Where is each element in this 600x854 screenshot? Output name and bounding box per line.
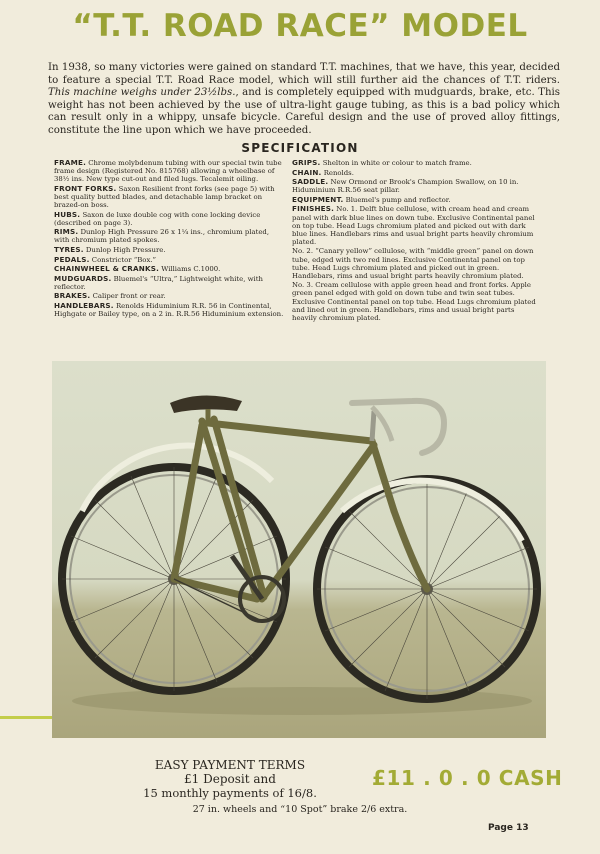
spec-text: Bluemel's “Ultra,” Lightweight white, with reflector. (54, 274, 263, 291)
payment-deposit: £1 Deposit and (184, 772, 276, 786)
intro-weight-claim: This machine weighs under 23½lbs. (48, 87, 236, 99)
spec-text: Dunlop High Pressure. (85, 245, 166, 254)
spec-key: EQUIPMENT. (292, 194, 344, 204)
spec-item (292, 169, 540, 177)
spec-key: GRIPS. (292, 158, 321, 167)
spec-item (54, 185, 286, 209)
spec-text: Williams C.1000. (161, 265, 221, 274)
spec-item (54, 246, 286, 254)
spec-item (54, 302, 286, 318)
frame (174, 419, 427, 599)
spec-text: Chrome molybdenum tubing with our special twin tube frame design (Registered No. 815768) allowing a wheelbase of 38½ ins. New type cut-out and filed lugs. Tecalemit oiling. (54, 159, 282, 184)
extras-note: 27 in. wheels and “10 Spot” brake 2/6 extra. (192, 804, 408, 815)
spec-key: SADDLE. (292, 177, 329, 187)
handlebars (352, 401, 444, 453)
spec-key: CHAINWHEEL & CRANKS. (54, 264, 160, 274)
page-title: “T.T. ROAD RACE” MODEL (72, 8, 528, 44)
cash-price: £11 . 0 . 0 CASH (372, 766, 563, 790)
spec-column-right (292, 159, 540, 323)
specification-heading: SPECIFICATION (241, 141, 359, 155)
spec-item (292, 178, 540, 194)
spec-text: New Ormond or Brook's Champion Swallow, on 10 in. Hiduminium R.R.56 seat pillar. (292, 178, 519, 195)
spec-text: Renolds. (323, 168, 354, 177)
payment-monthly: 15 monthly payments of 16/8. (143, 786, 317, 800)
bicycle-photo (52, 361, 546, 738)
intro-text-2: , and is completely equipped with mudguards, brake, etc. This weight has not been achieved by the use of ultra-light gauge tubing, as this is a bad policy which can result only in a whippy, unsafe bicycle. Careful design and the use of proved alloy fittings, constitute the line upon which we have proceeded. (48, 87, 561, 136)
spec-text: Caliper front or rear. (92, 292, 166, 301)
spec-column-left (54, 159, 286, 320)
spec-item (292, 281, 540, 321)
spec-item (54, 292, 286, 300)
spec-key: BRAKES. (54, 291, 91, 301)
spec-item (54, 265, 286, 273)
front-mudguard (342, 481, 522, 541)
page-number: Page 13 (488, 823, 529, 833)
spec-key: FRAME. (54, 158, 86, 167)
spec-text: No. 1. Delft blue cellulose, with cream head and cream panel with dark blue lines on down tube. Exclusive Continental panel on top tube. Head Lugs chromium plated and picked out with dark blue lines. Handlebars rims and usual bright parts heavily chromium plated. (292, 205, 535, 246)
spec-text: Renolds Hiduminium R.R. 56 in Continental, Highgate or Bailey type, on a 2 in. R.R.56 Hiduminium extension. (54, 302, 284, 319)
spec-text: No. 3. Cream cellulose with apple green head and front forks. Apple green panel edged with gold on down tube and twin seat tubes. Exclusive Continental panel on top tube. Head Lugs chromium plated and lined out in green. Handlebars, rims and usual bright parts heavily chromium plated. (292, 281, 536, 322)
payment-terms (100, 758, 360, 800)
spec-key: HANDLEBARS. (54, 301, 114, 310)
payment-heading: EASY PAYMENT TERMS (154, 758, 306, 772)
spec-key: TYRES. (54, 244, 84, 254)
accent-rule (0, 716, 52, 719)
spec-key: FRONT FORKS. (54, 183, 117, 193)
spec-key: CHAIN. (292, 167, 322, 177)
spec-item (292, 159, 540, 167)
spec-text: Bluemel's pump and reflector. (345, 195, 451, 204)
spec-key: MUDGUARDS. (54, 273, 112, 283)
spec-text: Constrictor “Box.” (91, 255, 157, 264)
spec-key: FINISHES. (292, 204, 335, 214)
intro-paragraph (48, 62, 560, 138)
spec-text: Shelton in white or colour to match frame. (322, 159, 472, 167)
spec-key: HUBS. (54, 209, 81, 219)
spec-key: RIMS. (54, 227, 79, 237)
spec-item (54, 275, 286, 291)
spec-item (54, 256, 286, 264)
spec-item (54, 228, 286, 244)
spec-item (54, 211, 286, 227)
spec-key: PEDALS. (54, 254, 90, 264)
spec-item (292, 205, 540, 245)
spec-text: Saxon Resilient front forks (see page 5) with best quality butted blades, and detachable lamp bracket on brazed-on boss. (54, 184, 275, 209)
intro-text-1: In 1938, so many victories were gained on standard T.T. machines, that we have, this year, decided to feature a special T.T. Road Race model, which will still further aid the chances of T.T. riders. (48, 62, 560, 86)
spec-text: Saxon de luxe double cog with cone locking device (described on page 3). (54, 210, 261, 227)
spec-text: Dunlop High Pressure 26 x 1¼ ins., chromium plated, with chromium plated spokes. (54, 228, 270, 245)
spec-item (292, 247, 540, 279)
spec-item (54, 159, 286, 183)
spec-text: No. 2. “Canary yellow” cellulose, with “middle green” panel on down tube, edged with two red lines. Exclusive Continental panel on top tube. Head Lugs chromium plated and picked out in green. Handlebars, rims and usual bright parts heavily chromium plated. (292, 247, 534, 280)
spec-item (292, 196, 540, 204)
bicycle-illustration (52, 361, 546, 738)
